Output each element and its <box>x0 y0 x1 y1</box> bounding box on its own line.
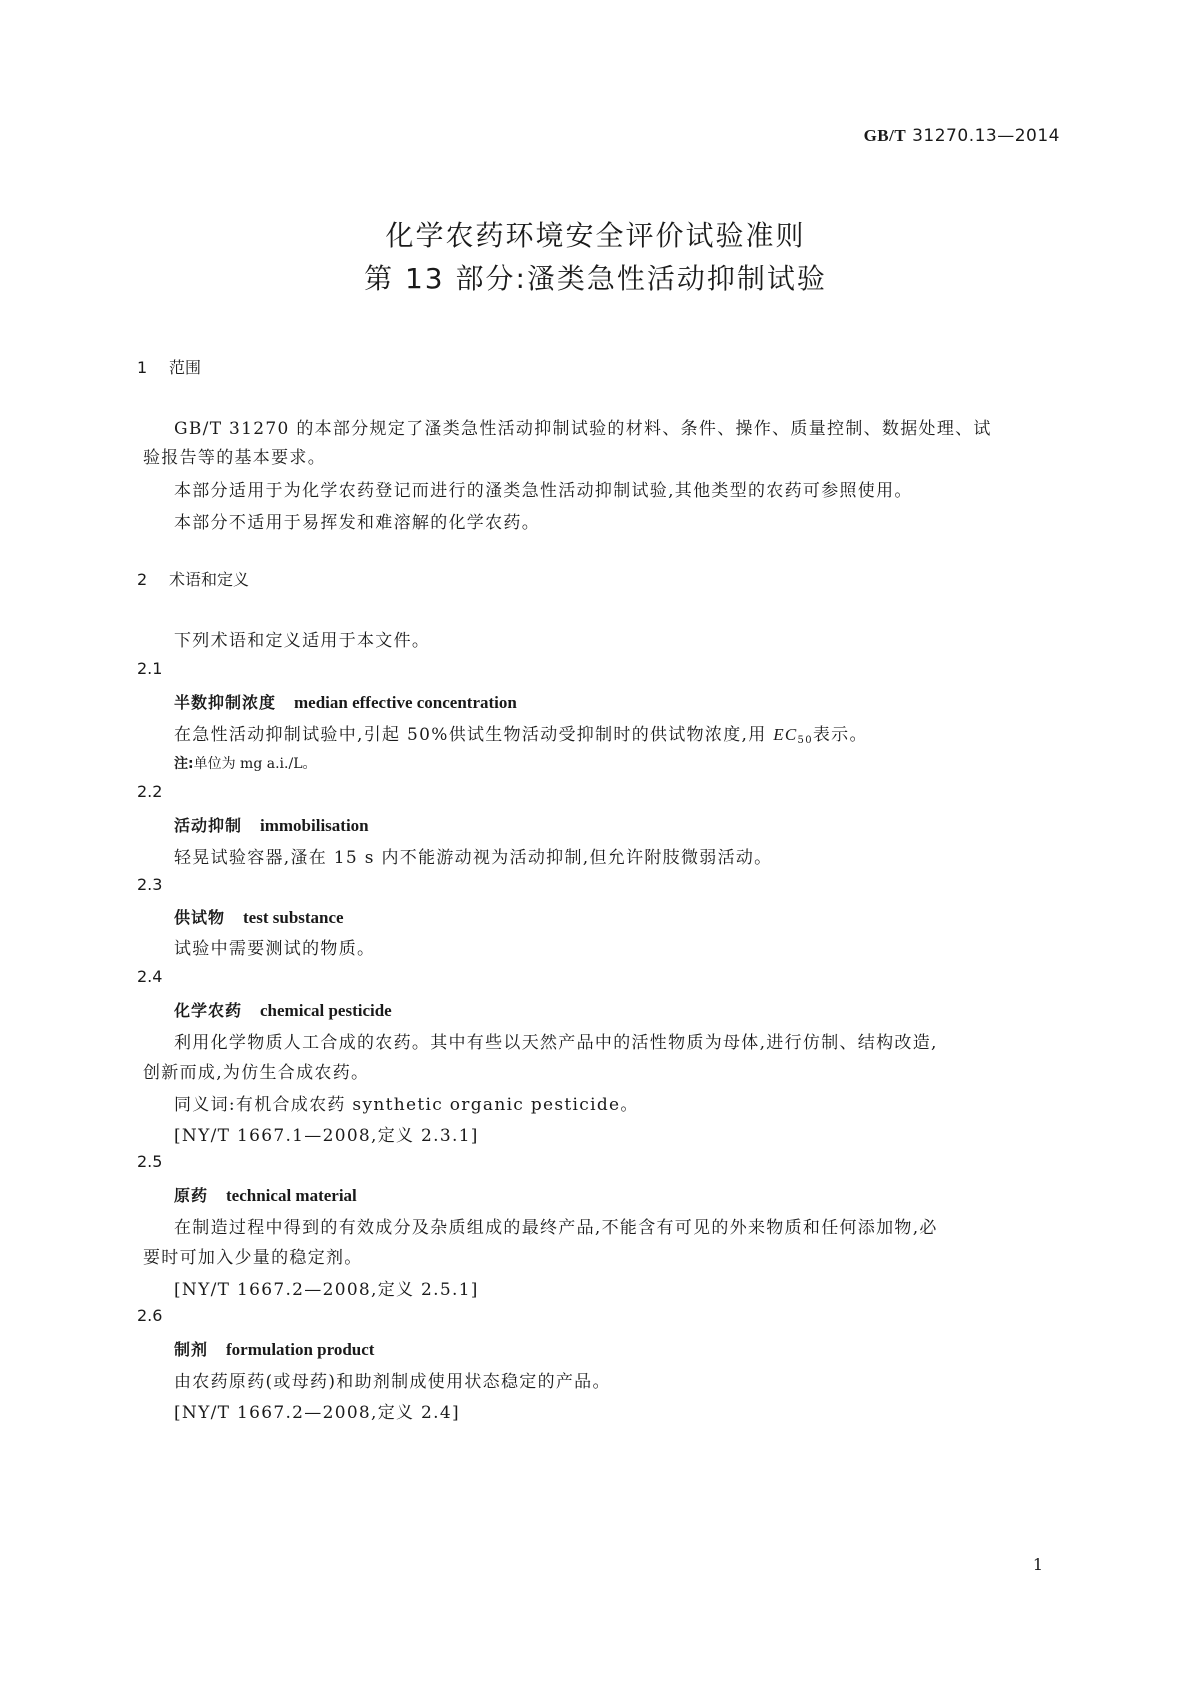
standard-prefix: GB/T <box>863 126 907 145</box>
section-title: 范围 <box>169 358 202 377</box>
section-title: 术语和定义 <box>169 570 250 589</box>
term-en: formulation product <box>226 1340 375 1359</box>
definition-text: 在急性活动抑制试验中,引起 50%供试生物活动受抑制时的供试物浓度,用 <box>174 725 774 745</box>
term-en: chemical pesticide <box>260 1001 392 1020</box>
section-number: 2 <box>137 570 148 589</box>
term-definition: 试验中需要测试的物质。 <box>174 939 376 959</box>
note-text: 单位为 mg a.i./L。 <box>193 756 317 772</box>
ec-subscript: 50 <box>797 735 813 746</box>
term-en: technical material <box>226 1186 357 1205</box>
ec-symbol: EC <box>773 725 798 744</box>
term-en: median effective concentration <box>294 693 517 712</box>
term-en: immobilisation <box>260 816 369 835</box>
term-zh: 半数抑制浓度 <box>174 693 277 712</box>
term-number: 2.4 <box>137 967 163 986</box>
standard-code: 31270.13—2014 <box>912 126 1060 146</box>
term-definition: 由农药原药(或母药)和助剂制成使用状态稳定的产品。 <box>174 1372 611 1392</box>
section-heading-terms <box>137 567 249 590</box>
term-number: 2.2 <box>137 782 163 801</box>
scope-paragraph-3: 本部分不适用于易挥发和难溶解的化学农药。 <box>174 513 540 533</box>
term-entry <box>174 690 517 713</box>
term-zh: 原药 <box>174 1186 209 1205</box>
term-definition: 轻晃试验容器,溞在 15 s 内不能游动视为活动抑制,但允许附肢微弱活动。 <box>174 848 773 868</box>
term-source: [NY/T 1667.2—2008,定义 2.5.1] <box>174 1280 479 1300</box>
term-en: test substance <box>243 908 344 927</box>
scope-paragraph-1-cont: 验报告等的基本要求。 <box>143 448 326 468</box>
standard-number <box>864 126 1060 146</box>
term-definition-cont: 创新而成,为仿生合成农药。 <box>143 1063 370 1083</box>
document-subtitle: 第 13 部分:溞类急性活动抑制试验 <box>364 262 827 295</box>
term-definition: 在制造过程中得到的有效成分及杂质组成的最终产品,不能含有可见的外来物质和任何添加物,必 <box>174 1218 938 1238</box>
term-source: [NY/T 1667.1—2008,定义 2.3.1] <box>174 1126 479 1146</box>
definition-text-after: 表示。 <box>812 725 868 745</box>
term-synonym: 同义词:有机合成农药 synthetic organic pesticide。 <box>174 1095 639 1115</box>
term-entry <box>174 813 369 836</box>
term-definition: 利用化学物质人工合成的农药。其中有些以天然产品中的活性物质为母体,进行仿制、结构改造, <box>174 1033 938 1053</box>
term-note <box>174 753 317 773</box>
term-number: 2.5 <box>137 1152 163 1171</box>
term-source: [NY/T 1667.2—2008,定义 2.4] <box>174 1403 460 1423</box>
section-number: 1 <box>137 358 148 377</box>
term-number: 2.6 <box>137 1306 163 1325</box>
term-entry <box>174 905 344 928</box>
term-zh: 化学农药 <box>174 1001 243 1020</box>
term-definition <box>174 720 868 746</box>
term-zh: 供试物 <box>174 908 226 927</box>
term-zh: 活动抑制 <box>174 816 243 835</box>
note-label: 注: <box>174 756 194 772</box>
term-number: 2.3 <box>137 875 163 894</box>
page-number: 1 <box>1032 1555 1043 1574</box>
document-title: 化学农药环境安全评价试验准则 <box>385 219 806 252</box>
term-definition-cont: 要时可加入少量的稳定剂。 <box>143 1248 363 1268</box>
term-entry <box>174 998 392 1021</box>
term-entry <box>174 1183 357 1206</box>
terms-intro: 下列术语和定义适用于本文件。 <box>174 631 431 651</box>
scope-paragraph-1: GB/T 31270 的本部分规定了溞类急性活动抑制试验的材料、条件、操作、质量控制、数据处理、试 <box>174 419 992 439</box>
term-number: 2.1 <box>137 659 163 678</box>
scope-paragraph-2: 本部分适用于为化学农药登记而进行的溞类急性活动抑制试验,其他类型的农药可参照使用。 <box>174 481 913 501</box>
section-heading-scope <box>137 355 201 378</box>
term-zh: 制剂 <box>174 1340 209 1359</box>
term-entry <box>174 1337 374 1360</box>
